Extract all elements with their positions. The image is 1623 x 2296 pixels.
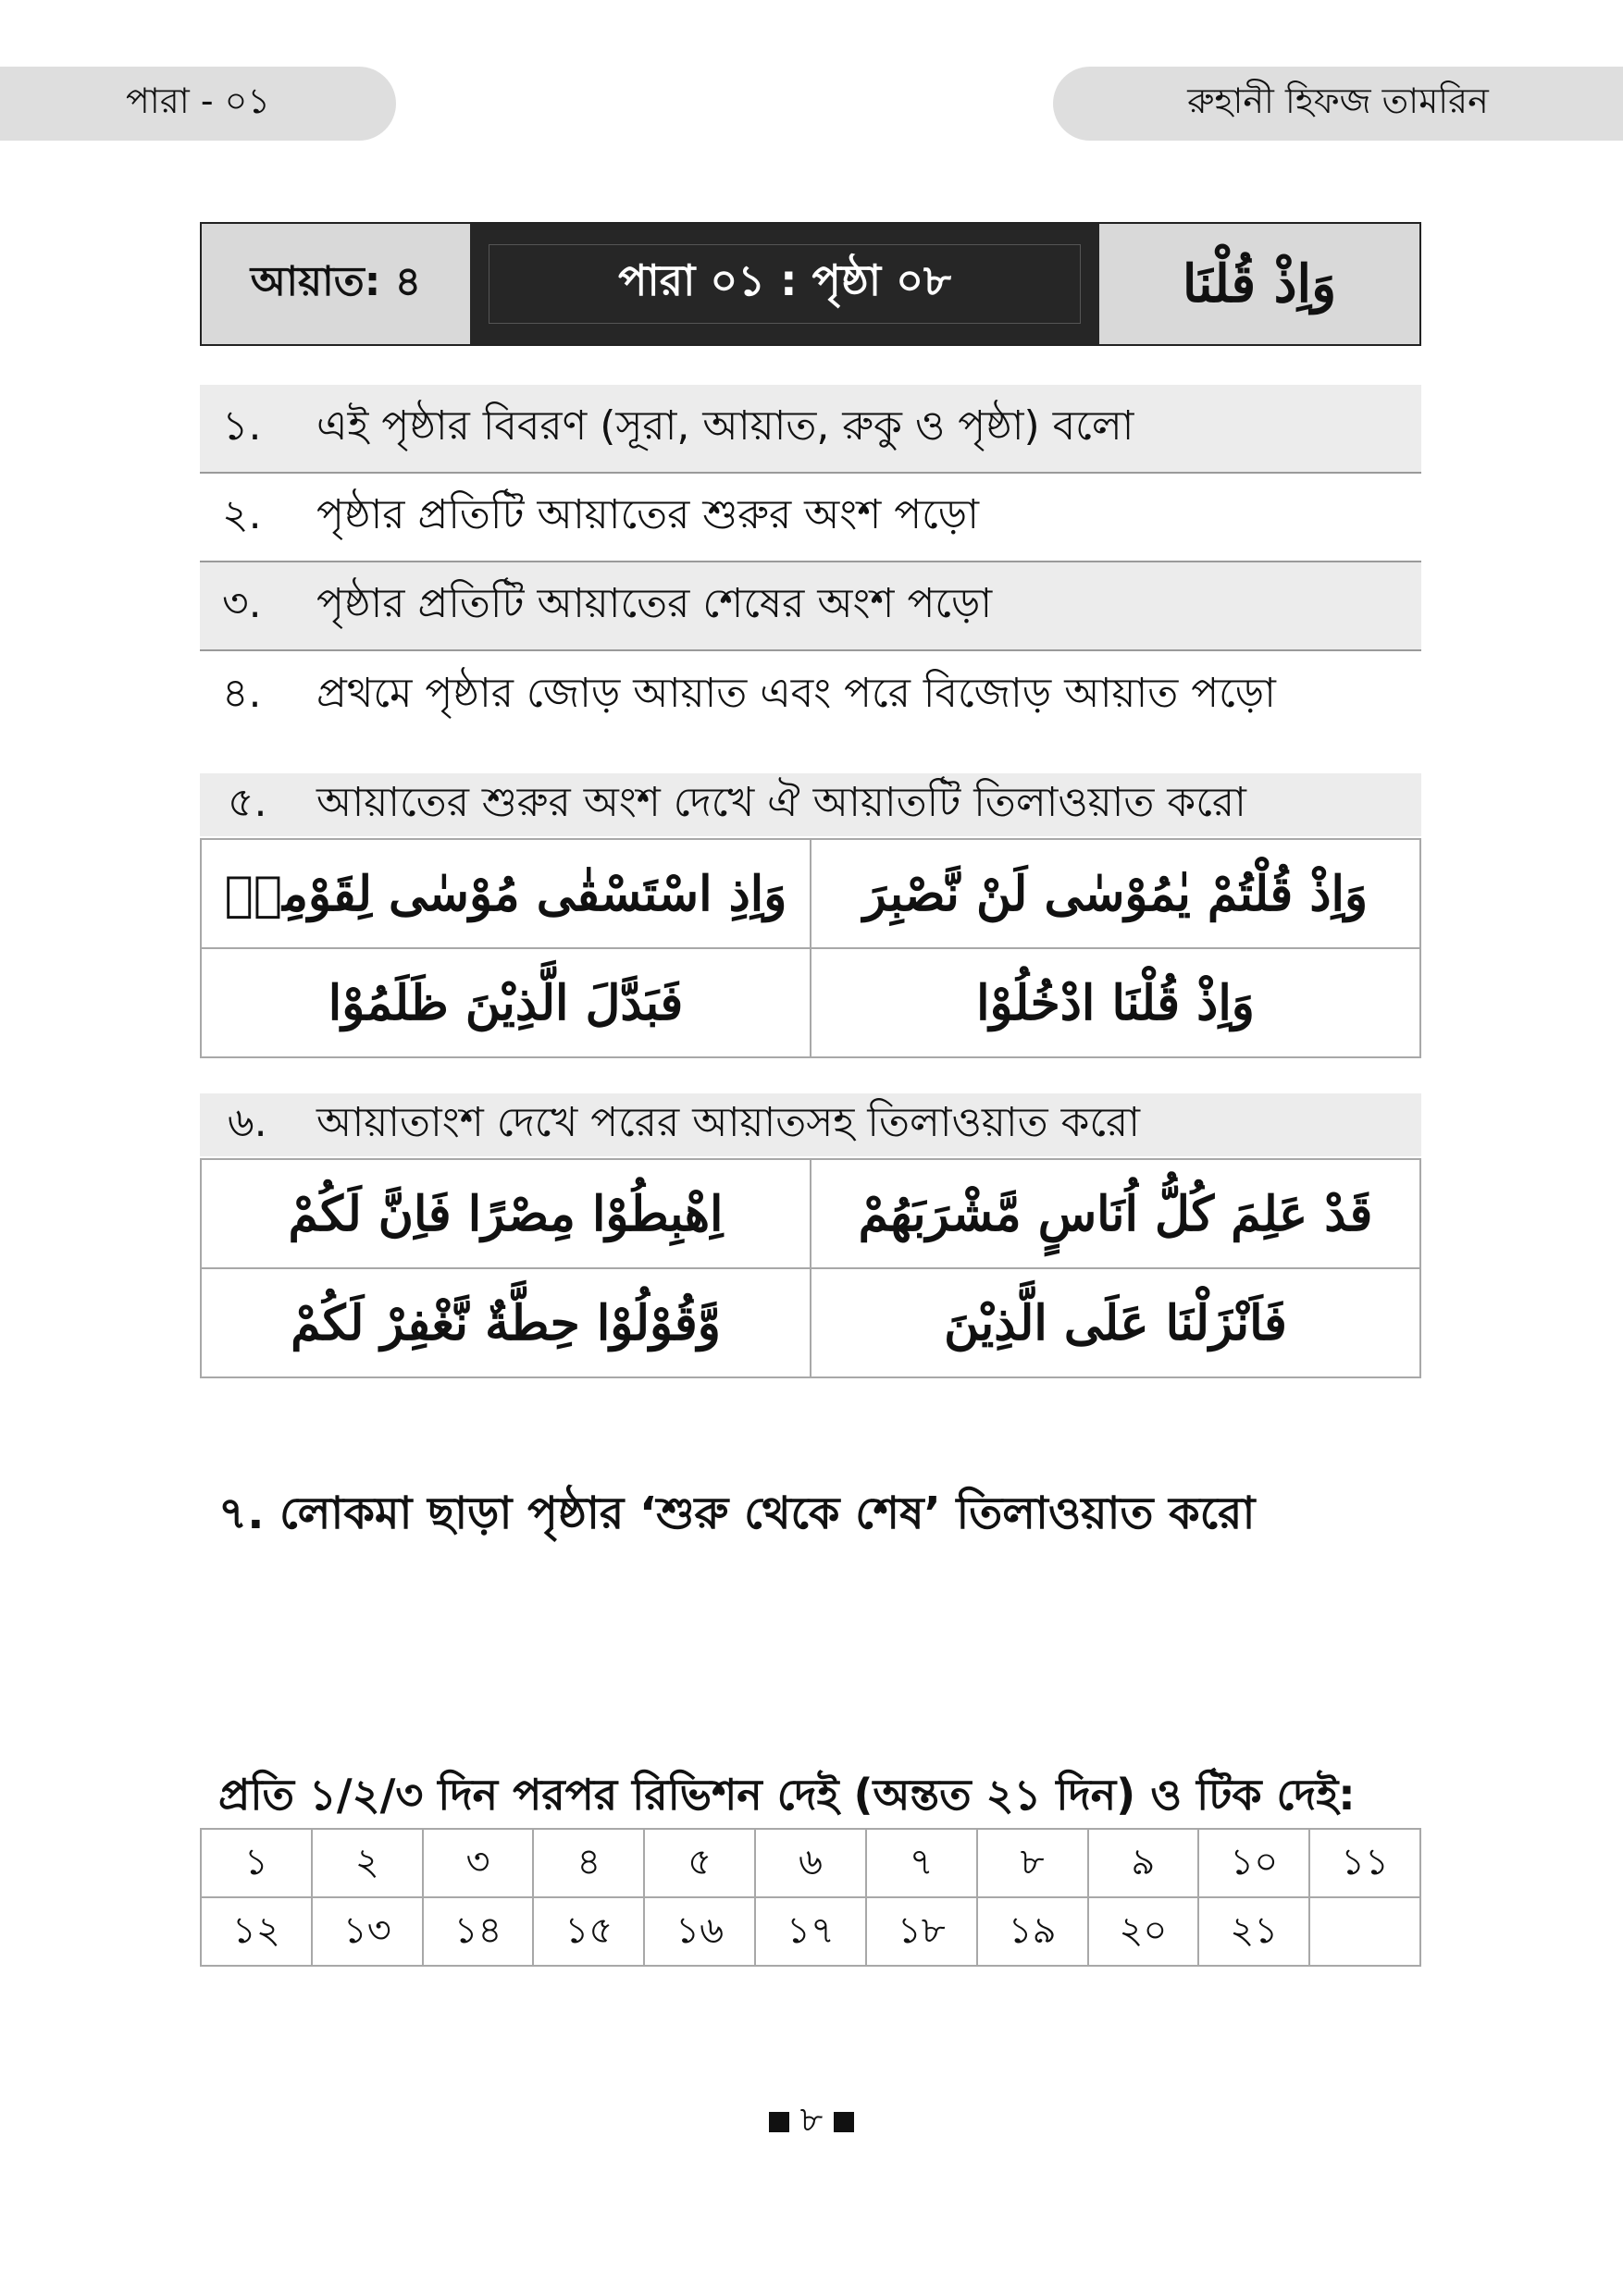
list-item — [200, 474, 1421, 562]
page-title — [470, 224, 1099, 344]
day-cell[interactable]: ২০ — [1088, 1897, 1199, 1966]
revision-grid — [200, 1828, 1421, 1967]
arabic-cell: اِهْبِطُوْا مِصْرًا فَاِنَّ لَكُمْ — [201, 1159, 811, 1268]
header-para-label — [0, 67, 396, 141]
step-text: এই পৃষ্ঠার বিবরণ (সূরা, আয়াত, রুকু ও পৃষ্ঠা) বলো — [316, 401, 1134, 450]
square-bullet-icon — [769, 2112, 789, 2132]
arabic-cell: وَاِذِ اسْتَسْقٰى مُوْسٰى لِقَوْمِهٖ — [201, 839, 811, 948]
task-7: ৭. লোকমা ছাড়া পৃষ্ঠার ‘শুরু থেকে শেষ’ তিলাওয়াত করো — [218, 1487, 1256, 1539]
step-number: ২. — [222, 490, 262, 538]
step-text: প্রথমে পৃষ্ঠার জোড় আয়াত এবং পরে বিজোড় আয়াত পড়ো — [316, 669, 1276, 717]
list-item — [200, 651, 1421, 740]
day-cell[interactable]: ৬ — [755, 1829, 866, 1897]
day-cell[interactable]: ২ — [312, 1829, 423, 1897]
para-label-text: পারা - ০১ — [126, 80, 270, 121]
arabic-cell: وَاِذْ قُلْتُمْ يٰمُوْسٰى لَنْ نَّصْبِرَ — [811, 839, 1420, 948]
section-number: ৫. — [228, 778, 267, 826]
day-cell[interactable]: ১২ — [201, 1897, 312, 1966]
arabic-cell: وَاِذْ قُلْنَا ادْخُلُوْا — [811, 948, 1420, 1057]
header-book-title — [1053, 67, 1623, 141]
page-title-text: পারা ০১ : পৃষ্ঠা ০৮ — [618, 255, 951, 305]
section-text: আয়াতের শুরুর অংশ দেখে ঐ আয়াতটি তিলাওয়াত করো — [316, 778, 1246, 826]
day-cell[interactable]: ১৬ — [644, 1897, 755, 1966]
day-cell[interactable]: ১৪ — [423, 1897, 534, 1966]
section-6-heading — [200, 1093, 1421, 1156]
page-number — [0, 2092, 1623, 2152]
day-cell[interactable]: ৮ — [977, 1829, 1088, 1897]
arabic-cell: فَبَدَّلَ الَّذِيْنَ ظَلَمُوْا — [201, 948, 811, 1057]
square-bullet-icon — [834, 2112, 854, 2132]
list-item — [200, 385, 1421, 474]
arabic-cell: وَّقُوْلُوْا حِطَّةٌ نَّغْفِرْ لَكُمْ — [201, 1268, 811, 1377]
arabic-page-start: وَاِذْ قُلْنَا — [1099, 224, 1419, 344]
day-cell[interactable]: ১৫ — [533, 1897, 644, 1966]
step-text: পৃষ্ঠার প্রতিটি আয়াতের শেষের অংশ পড়ো — [316, 579, 993, 627]
step-number: ১. — [222, 401, 262, 450]
day-cell[interactable]: ১০ — [1198, 1829, 1309, 1897]
revision-title: প্রতি ১/২/৩ দিন পরপর রিভিশন দেই (অন্তত ২১ দিন) ও টিক দেই: — [218, 1770, 1356, 1820]
table-row — [201, 1897, 1420, 1966]
ayat-count: আয়াত: ৪ — [202, 224, 470, 344]
section-6-table — [200, 1158, 1421, 1378]
section-5-table — [200, 838, 1421, 1058]
day-cell-empty[interactable] — [1309, 1897, 1420, 1966]
day-cell[interactable]: ৪ — [533, 1829, 644, 1897]
day-cell[interactable]: ৫ — [644, 1829, 755, 1897]
step-number: ৩. — [222, 579, 262, 627]
day-cell[interactable]: ৭ — [866, 1829, 977, 1897]
step-number: ৪. — [222, 669, 262, 717]
day-cell[interactable]: ৯ — [1088, 1829, 1199, 1897]
step-text: পৃষ্ঠার প্রতিটি আয়াতের শুরুর অংশ পড়ো — [316, 490, 979, 538]
section-number: ৬. — [228, 1098, 267, 1146]
arabic-cell: فَاَنْزَلْنَا عَلَى الَّذِيْنَ — [811, 1268, 1420, 1377]
instruction-list — [200, 385, 1421, 740]
arabic-cell: قَدْ عَلِمَ كُلُّ اُنَاسٍ مَّشْرَبَهُمْ — [811, 1159, 1420, 1268]
book-title-text: রুহানী হিফজ তামরিন — [1187, 80, 1489, 121]
day-cell[interactable]: ১১ — [1309, 1829, 1420, 1897]
day-cell[interactable]: ১৯ — [977, 1897, 1088, 1966]
list-item — [200, 562, 1421, 651]
page-number-text: ৮ — [799, 2099, 824, 2140]
table-row — [201, 1829, 1420, 1897]
day-cell[interactable]: ৩ — [423, 1829, 534, 1897]
day-cell[interactable]: ২১ — [1198, 1897, 1309, 1966]
section-5-heading — [200, 773, 1421, 836]
day-cell[interactable]: ১ — [201, 1829, 312, 1897]
day-cell[interactable]: ১৭ — [755, 1897, 866, 1966]
page-info-box — [200, 222, 1421, 346]
day-cell[interactable]: ১৮ — [866, 1897, 977, 1966]
section-text: আয়াতাংশ দেখে পরের আয়াতসহ তিলাওয়াত করো — [316, 1098, 1141, 1146]
day-cell[interactable]: ১৩ — [312, 1897, 423, 1966]
